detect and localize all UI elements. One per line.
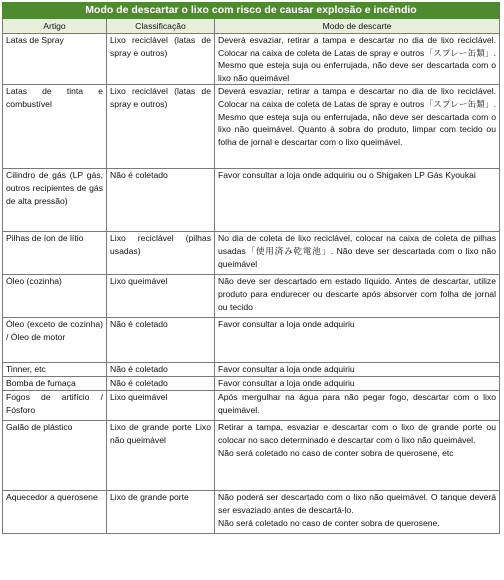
cell-classificacao: Lixo reciclável (latas de spray e outros) <box>107 85 215 169</box>
header-classificacao: Classificação <box>107 19 215 34</box>
cell-artigo: Pilhas de íon de lítio <box>3 232 107 275</box>
table-row <box>3 391 500 421</box>
table-row <box>3 363 500 377</box>
cell-modo: Deverá esvaziar, retirar a tampa e descartar no dia de lixo reciclável. Colocar na caixa de coleta de Latas de spray e outros「スプレー缶類」. Mesmo que esteja suja ou enferrujada, não deve ser descartada com o lixo não queimável <box>215 34 500 85</box>
cell-artigo: Fogos de artifício / Fósforo <box>3 391 107 421</box>
cell-modo: Não deve ser descartado em estado líquido. Antes de descartar, utilize produto para endurecer ou descarte após absorver com folha de jornal ou tecido <box>215 275 500 318</box>
table-title: Modo de descartar o lixo com risco de causar explosão e incêndio <box>3 3 500 19</box>
cell-classificacao: Não é coletado <box>107 363 215 377</box>
cell-modo: Favor consultar a loja onde adquiriu ou o Shigaken LP Gás Kyoukai <box>215 169 500 232</box>
table-row <box>3 169 500 232</box>
cell-artigo: Cilindro de gás (LP gás, outros recipientes de gás de alta pressão) <box>3 169 107 232</box>
cell-modo: Após mergulhar na água para não pegar fogo, descartar com o lixo queimável. <box>215 391 500 421</box>
table-row <box>3 34 500 85</box>
cell-artigo: Latas de tinta e combustível <box>3 85 107 169</box>
cell-modo: Favor consultar a loja onde adquiriu <box>215 318 500 363</box>
cell-modo: No dia de coleta de lixo reciclável, colocar na caixa de coleta de pilhas usadas「使用済み乾電池」. Não deve ser descartada com o lixo não queimável <box>215 232 500 275</box>
cell-classificacao: Lixo de grande porte Lixo não queimável <box>107 421 215 491</box>
cell-modo: Favor consultar a loja onde adquiriu <box>215 377 500 391</box>
cell-modo: Favor consultar a loja onde adquiriu <box>215 363 500 377</box>
table-row <box>3 85 500 169</box>
cell-modo: Deverá esvaziar, retirar a tampa e descartar no dia de lixo reciclável. Colocar na caixa de coleta de Latas de spray e outros「スプレー缶類」. Mesmo que esteja suja ou enferrujada, não deve ser descartada com o lixo não queimável. Quanto à sobra do produto, limpar com tecido ou folha de jornal e descartar com o lixo queimável. <box>215 85 500 169</box>
cell-classificacao: Lixo de grande porte <box>107 491 215 534</box>
modo-line: Não será coletado no caso de conter sobra de querosene, etc <box>218 447 454 458</box>
cell-artigo: Aquecedor a querosene <box>3 491 107 534</box>
modo-line: Retirar a tampa, esvaziar e descartar com o lixo de grande porte ou colocar no saco determinado e descartar com o lixo não queimável. <box>218 422 496 445</box>
cell-classificacao: Lixo reciclável (pilhas usadas) <box>107 232 215 275</box>
header-modo: Modo de descarte <box>215 19 500 34</box>
cell-artigo: Galão de plástico <box>3 421 107 491</box>
table-row <box>3 275 500 318</box>
table-row <box>3 232 500 275</box>
cell-artigo: Óleo (cozinha) <box>3 275 107 318</box>
header-row <box>3 19 500 34</box>
table-row <box>3 491 500 534</box>
header-artigo: Artigo <box>3 19 107 34</box>
cell-artigo: Óleo (exceto de cozinha) / Óleo de motor <box>3 318 107 363</box>
cell-artigo: Latas de Spray <box>3 34 107 85</box>
cell-modo <box>215 421 500 491</box>
cell-artigo: Bomba de fumaça <box>3 377 107 391</box>
modo-line: Não será coletado no caso de conter sobra de querosene. <box>218 517 440 528</box>
cell-classificacao: Não é coletado <box>107 318 215 363</box>
modo-line: Não poderá ser descartado com o lixo não queimável. O tanque deverá ser esvaziado antes de descartá-lo. <box>218 492 496 515</box>
cell-modo <box>215 491 500 534</box>
cell-classificacao: Lixo reciclável (latas de spray e outros) <box>107 34 215 85</box>
title-row <box>3 3 500 19</box>
disposal-table <box>2 2 500 534</box>
cell-classificacao: Não é coletado <box>107 169 215 232</box>
cell-classificacao: Lixo queimável <box>107 391 215 421</box>
cell-classificacao: Não é coletado <box>107 377 215 391</box>
table-row <box>3 377 500 391</box>
table-row <box>3 421 500 491</box>
table-row <box>3 318 500 363</box>
cell-artigo: Tinner, etc <box>3 363 107 377</box>
cell-classificacao: Lixo queimável <box>107 275 215 318</box>
